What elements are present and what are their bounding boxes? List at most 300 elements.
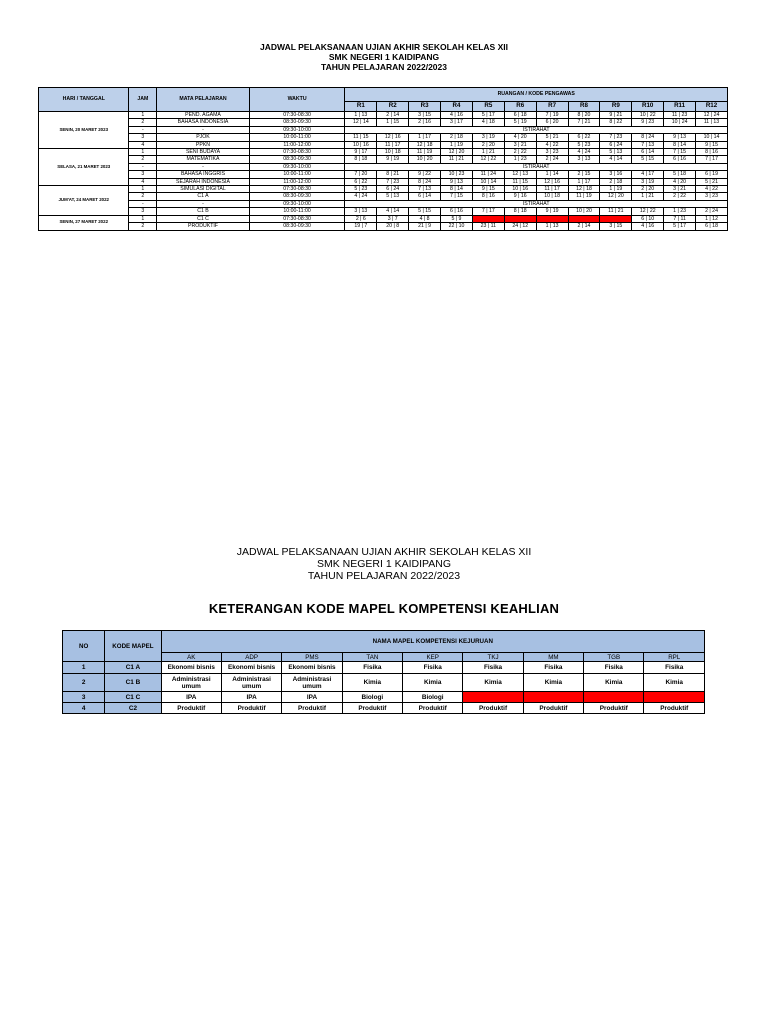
- supervisor-cell: 22 | 10: [441, 223, 473, 230]
- mapel-cell: Kimia: [584, 674, 644, 692]
- jam-cell: 2: [129, 156, 157, 163]
- program-header-tan: TAN: [342, 653, 402, 662]
- supervisor-cell: 1 | 14: [536, 171, 568, 178]
- jam-cell: 1: [129, 215, 157, 222]
- room-header-r5: R5: [472, 102, 504, 112]
- supervisor-cell: 1 | 23: [664, 208, 696, 215]
- supervisor-cell: 11 | 17: [536, 186, 568, 193]
- table-row: [39, 156, 728, 163]
- supervisor-cell: 4 | 14: [600, 156, 632, 163]
- subject-cell: PRODUKTIF: [157, 223, 250, 230]
- supervisor-cell: 9 | 23: [632, 119, 664, 126]
- supervisor-cell: 3 | 21: [504, 141, 536, 148]
- schedule-title-line-1: JADWAL PELAKSANAAN UJIAN AKHIR SEKOLAH KELAS XII: [260, 42, 508, 52]
- supervisor-cell: 10 | 20: [568, 208, 600, 215]
- program-header-mm: MM: [523, 653, 583, 662]
- program-header-tgb: TGB: [584, 653, 644, 662]
- supervisor-cell: 7 | 15: [441, 193, 473, 200]
- supervisor-cell: 23 | 11: [472, 223, 504, 230]
- subject-cell: PPKN: [157, 141, 250, 148]
- jam-cell: 1: [129, 186, 157, 193]
- supervisor-cell: 11 | 15: [504, 178, 536, 185]
- time-cell: 07:30-08:30: [249, 112, 345, 119]
- supervisor-cell: 3 | 19: [472, 134, 504, 141]
- subject-cell: C1 B: [157, 208, 250, 215]
- mapel-cell: Produktif: [403, 703, 463, 714]
- supervisor-cell: 5 | 9: [441, 215, 473, 222]
- supervisor-cell: [472, 215, 504, 222]
- mapel-cell: Kimia: [644, 674, 705, 692]
- mapel-cell: Produktif: [282, 703, 342, 714]
- supervisor-cell: 3 | 13: [345, 208, 377, 215]
- program-header-tkj: TKJ: [463, 653, 523, 662]
- supervisor-cell: 4 | 8: [409, 215, 441, 222]
- jam-cell: 2: [129, 119, 157, 126]
- mapel-cell: Produktif: [584, 703, 644, 714]
- table-row: [39, 112, 728, 119]
- supervisor-cell: 10 | 24: [664, 119, 696, 126]
- supervisor-cell: 1 | 21: [632, 193, 664, 200]
- supervisor-cell: 3 | 21: [664, 186, 696, 193]
- supervisor-cell: 5 | 13: [600, 149, 632, 156]
- jam-cell: 2: [129, 223, 157, 230]
- mapel-cell: Produktif: [342, 703, 402, 714]
- mapel-cell: Biologi: [342, 692, 402, 703]
- supervisor-cell: 7 | 15: [664, 149, 696, 156]
- mapel-cell: Fisika: [523, 662, 583, 674]
- time-cell: 08:30-09:30: [249, 156, 345, 163]
- mapel-cell: Administrasi umum: [282, 674, 342, 692]
- supervisor-cell: 6 | 14: [632, 149, 664, 156]
- schedule-body: [39, 112, 728, 231]
- supervisor-cell: 9 | 19: [377, 156, 409, 163]
- supervisor-cell: 11 | 24: [472, 171, 504, 178]
- supervisor-cell: 4 | 16: [441, 112, 473, 119]
- table-row: [39, 215, 728, 222]
- day-cell: JUM'AT, 24 MARET 2022: [39, 186, 129, 216]
- supervisor-cell: [568, 215, 600, 222]
- program-header-kep: KEP: [403, 653, 463, 662]
- supervisor-cell: 12 | 20: [600, 193, 632, 200]
- supervisor-cell: 8 | 24: [409, 178, 441, 185]
- mapel-cell: [644, 692, 705, 703]
- kode-cell: C1 A: [105, 662, 161, 674]
- supervisor-cell: 6 | 24: [377, 186, 409, 193]
- mapel-cell: Administrasi umum: [161, 674, 221, 692]
- break-cell: ISTIRAHAT: [345, 126, 728, 133]
- supervisor-cell: 9 | 22: [409, 171, 441, 178]
- keterangan-title-line-1: JADWAL PELAKSANAAN UJIAN AKHIR SEKOLAH KELAS XII: [236, 546, 532, 558]
- supervisor-cell: [600, 215, 632, 222]
- supervisor-cell: 10 | 22: [632, 112, 664, 119]
- mapel-cell: Fisika: [342, 662, 402, 674]
- supervisor-cell: 10 | 18: [536, 193, 568, 200]
- subject-cell: C1 C: [157, 215, 250, 222]
- supervisor-cell: 6 | 18: [696, 223, 728, 230]
- header-time: WAKTU: [249, 88, 345, 112]
- room-header-r2: R2: [377, 102, 409, 112]
- mapel-cell: IPA: [161, 692, 221, 703]
- no-cell: 1: [63, 662, 105, 674]
- supervisor-cell: 7 | 20: [345, 171, 377, 178]
- room-header-r1: R1: [345, 102, 377, 112]
- supervisor-cell: 3 | 15: [409, 112, 441, 119]
- supervisor-cell: 9 | 19: [536, 208, 568, 215]
- time-cell: 07:30-08:30: [249, 186, 345, 193]
- time-cell: 09:30-10:00: [249, 163, 345, 170]
- supervisor-cell: 4 | 16: [632, 223, 664, 230]
- supervisor-cell: 2 | 6: [345, 215, 377, 222]
- supervisor-cell: 9 | 15: [696, 141, 728, 148]
- supervisor-cell: 4 | 20: [504, 134, 536, 141]
- mapel-cell: Fisika: [644, 662, 705, 674]
- jam-cell: 3: [129, 134, 157, 141]
- supervisor-cell: 4 | 24: [345, 193, 377, 200]
- supervisor-cell: 8 | 14: [664, 141, 696, 148]
- table-row: [39, 119, 728, 126]
- table-row: [39, 223, 728, 230]
- mapel-cell: Produktif: [463, 703, 523, 714]
- room-header-r3: R3: [409, 102, 441, 112]
- supervisor-cell: 12 | 18: [568, 186, 600, 193]
- table-row: [39, 163, 728, 170]
- room-header-r12: R12: [696, 102, 728, 112]
- room-header-r9: R9: [600, 102, 632, 112]
- subject-cell: MATEMATIKA: [157, 156, 250, 163]
- supervisor-cell: 1 | 13: [536, 223, 568, 230]
- schedule-title: [0, 42, 768, 72]
- supervisor-cell: 6 | 16: [441, 208, 473, 215]
- schedule-title-line-2: SMK NEGERI 1 KAIDIPANG: [328, 52, 440, 62]
- supervisor-cell: 3 | 16: [600, 171, 632, 178]
- time-cell: 08:30-09:30: [249, 193, 345, 200]
- supervisor-cell: 6 | 22: [345, 178, 377, 185]
- jam-cell: 4: [129, 178, 157, 185]
- supervisor-cell: 1 | 12: [696, 215, 728, 222]
- supervisor-cell: 10 | 18: [377, 149, 409, 156]
- mapel-cell: Ekonomi bisnis: [161, 662, 221, 674]
- table-row: [39, 134, 728, 141]
- exam-schedule-table: [38, 87, 728, 231]
- header-day: HARI / TANGGAL: [39, 88, 129, 112]
- mapel-cell: IPA: [282, 692, 342, 703]
- mapel-cell: Produktif: [523, 703, 583, 714]
- time-cell: 07:30-08:30: [249, 215, 345, 222]
- supervisor-cell: 4 | 18: [472, 119, 504, 126]
- table-row: [39, 193, 728, 200]
- mapel-cell: Biologi: [403, 692, 463, 703]
- mapel-cell: [463, 692, 523, 703]
- supervisor-cell: 9 | 17: [345, 149, 377, 156]
- kode-body: [63, 662, 705, 714]
- program-header-adp: ADP: [221, 653, 281, 662]
- subject-cell: PJOK: [157, 134, 250, 141]
- supervisor-cell: 11 | 17: [377, 141, 409, 148]
- supervisor-cell: 2 | 15: [568, 171, 600, 178]
- supervisor-cell: 12 | 16: [377, 134, 409, 141]
- subject-cell: SENI BUDAYA: [157, 149, 250, 156]
- supervisor-cell: 3 | 13: [568, 156, 600, 163]
- supervisor-cell: 9 | 13: [664, 134, 696, 141]
- supervisor-cell: 11 | 19: [409, 149, 441, 156]
- keterangan-subtitle: KETERANGAN KODE MAPEL KOMPETENSI KEAHLIAN: [208, 601, 560, 616]
- supervisor-cell: 4 | 22: [536, 141, 568, 148]
- supervisor-cell: 20 | 8: [377, 223, 409, 230]
- supervisor-cell: 7 | 23: [377, 178, 409, 185]
- table-row: [39, 141, 728, 148]
- mapel-cell: [584, 692, 644, 703]
- day-cell: SENIN, 27 MARET 2022: [39, 215, 129, 230]
- break-cell: ISTIRAHAT: [345, 163, 728, 170]
- room-header-r8: R8: [568, 102, 600, 112]
- time-cell: 08:30-09:30: [249, 223, 345, 230]
- supervisor-cell: 2 | 16: [409, 119, 441, 126]
- mapel-cell: Produktif: [644, 703, 705, 714]
- supervisor-cell: 5 | 15: [409, 208, 441, 215]
- supervisor-cell: 2 | 22: [664, 193, 696, 200]
- no-cell: 4: [63, 703, 105, 714]
- mapel-cell: Fisika: [584, 662, 644, 674]
- supervisor-cell: 8 | 14: [441, 186, 473, 193]
- supervisor-cell: 11 | 13: [696, 119, 728, 126]
- supervisor-cell: 7 | 11: [664, 215, 696, 222]
- header-subject: MATA PELAJARAN: [157, 88, 250, 112]
- supervisor-cell: 6 | 20: [536, 119, 568, 126]
- supervisor-cell: 6 | 22: [568, 134, 600, 141]
- supervisor-cell: 12 | 16: [536, 178, 568, 185]
- table-row: [63, 703, 705, 714]
- supervisor-cell: 19 | 7: [345, 223, 377, 230]
- table-row: [63, 692, 705, 703]
- jam-cell: -: [129, 200, 157, 207]
- day-cell: SENIN, 20 MARET 2023: [39, 112, 129, 149]
- mapel-cell: Ekonomi bisnis: [282, 662, 342, 674]
- supervisor-cell: 5 | 23: [345, 186, 377, 193]
- supervisor-cell: 2 | 18: [441, 134, 473, 141]
- supervisor-cell: 10 | 20: [409, 156, 441, 163]
- subject-cell: C1 A: [157, 193, 250, 200]
- mapel-cell: Produktif: [221, 703, 281, 714]
- supervisor-cell: 5 | 17: [664, 223, 696, 230]
- kode-mapel-table: [62, 630, 705, 714]
- mapel-cell: Ekonomi bisnis: [221, 662, 281, 674]
- supervisor-cell: 7 | 21: [568, 119, 600, 126]
- supervisor-cell: 7 | 23: [600, 134, 632, 141]
- subject-cell: -: [157, 200, 250, 207]
- keterangan-title-line-2: SMK NEGERI 1 KAIDIPANG: [316, 558, 451, 570]
- supervisor-cell: 2 | 18: [600, 178, 632, 185]
- subject-cell: SIMULASI DIGITAL: [157, 186, 250, 193]
- supervisor-cell: 3 | 7: [377, 215, 409, 222]
- supervisor-cell: [504, 215, 536, 222]
- subject-cell: PEND. AGAMA: [157, 112, 250, 119]
- supervisor-cell: 2 | 24: [696, 208, 728, 215]
- supervisor-cell: 4 | 24: [568, 149, 600, 156]
- supervisor-cell: 2 | 20: [632, 186, 664, 193]
- room-header-r7: R7: [536, 102, 568, 112]
- table-row: [39, 186, 728, 193]
- subject-cell: SEJARAH INDONESIA: [157, 178, 250, 185]
- header-kode-mapel: KODE MAPEL: [105, 631, 161, 662]
- room-header-r6: R6: [504, 102, 536, 112]
- supervisor-cell: 3 | 17: [441, 119, 473, 126]
- supervisor-cell: 1 | 19: [600, 186, 632, 193]
- kode-cell: C2: [105, 703, 161, 714]
- subject-cell: BAHASA INGGRIS: [157, 171, 250, 178]
- supervisor-cell: 9 | 16: [504, 193, 536, 200]
- mapel-cell: Kimia: [463, 674, 523, 692]
- supervisor-cell: 11 | 21: [441, 156, 473, 163]
- no-cell: 2: [63, 674, 105, 692]
- jam-cell: 1: [129, 112, 157, 119]
- table-row: [39, 126, 728, 133]
- supervisor-cell: 6 | 24: [600, 141, 632, 148]
- supervisor-cell: 7 | 19: [536, 112, 568, 119]
- supervisor-cell: 4 | 20: [664, 178, 696, 185]
- supervisor-cell: 8 | 18: [504, 208, 536, 215]
- jam-cell: -: [129, 126, 157, 133]
- keterangan-title-line-3: TAHUN PELAJARAN 2022/2023: [307, 570, 461, 582]
- schedule-title-line-3: TAHUN PELAJARAN 2022/2023: [321, 62, 447, 72]
- supervisor-cell: 6 | 18: [504, 112, 536, 119]
- supervisor-cell: 7 | 17: [696, 156, 728, 163]
- supervisor-cell: 5 | 15: [632, 156, 664, 163]
- supervisor-cell: 1 | 21: [472, 149, 504, 156]
- supervisor-cell: 7 | 13: [632, 141, 664, 148]
- supervisor-cell: 9 | 15: [472, 186, 504, 193]
- table-row: [39, 149, 728, 156]
- table-row: [39, 200, 728, 207]
- break-cell: ISTIRAHAT: [345, 200, 728, 207]
- supervisor-cell: [536, 215, 568, 222]
- supervisor-cell: 11 | 19: [568, 193, 600, 200]
- supervisor-cell: 12 | 20: [441, 149, 473, 156]
- supervisor-cell: 2 | 24: [536, 156, 568, 163]
- program-header-pms: PMS: [282, 653, 342, 662]
- time-cell: 11:00-12:00: [249, 141, 345, 148]
- supervisor-cell: 11 | 23: [664, 112, 696, 119]
- no-cell: 3: [63, 692, 105, 703]
- program-header-ak: AK: [161, 653, 221, 662]
- jam-cell: -: [129, 163, 157, 170]
- keterangan-title: [0, 546, 768, 582]
- supervisor-cell: 9 | 21: [600, 112, 632, 119]
- supervisor-cell: 4 | 22: [696, 186, 728, 193]
- time-cell: 09:30-10:00: [249, 126, 345, 133]
- supervisor-cell: 12 | 24: [696, 112, 728, 119]
- subject-cell: BAHASA INDONESIA: [157, 119, 250, 126]
- supervisor-cell: 12 | 22: [632, 208, 664, 215]
- subject-cell: -: [157, 126, 250, 133]
- mapel-cell: Kimia: [342, 674, 402, 692]
- mapel-cell: Kimia: [403, 674, 463, 692]
- supervisor-cell: 10 | 23: [441, 171, 473, 178]
- mapel-cell: Produktif: [161, 703, 221, 714]
- supervisor-cell: 10 | 14: [472, 178, 504, 185]
- table-row: [39, 208, 728, 215]
- supervisor-cell: 3 | 23: [696, 193, 728, 200]
- supervisor-cell: 3 | 19: [632, 178, 664, 185]
- supervisor-cell: 8 | 16: [696, 149, 728, 156]
- time-cell: 10:00-11:00: [249, 171, 345, 178]
- supervisor-cell: 1 | 17: [568, 178, 600, 185]
- time-cell: 07:30-08:30: [249, 149, 345, 156]
- supervisor-cell: 7 | 13: [409, 186, 441, 193]
- jam-cell: 1: [129, 149, 157, 156]
- supervisor-cell: 1 | 17: [409, 134, 441, 141]
- table-row: [63, 674, 705, 692]
- time-cell: 08:30-09:30: [249, 119, 345, 126]
- table-row: [39, 171, 728, 178]
- supervisor-cell: 5 | 13: [377, 193, 409, 200]
- supervisor-cell: 2 | 14: [377, 112, 409, 119]
- kode-cell: C1 B: [105, 674, 161, 692]
- time-cell: 11:00-12:00: [249, 178, 345, 185]
- table-row: [39, 178, 728, 185]
- mapel-cell: Kimia: [523, 674, 583, 692]
- header-nama-mapel-group: NAMA MAPEL KOMPETENSI KEJURUAN: [161, 631, 704, 653]
- supervisor-cell: 12 | 22: [472, 156, 504, 163]
- supervisor-cell: 10 | 14: [696, 134, 728, 141]
- jam-cell: 4: [129, 141, 157, 148]
- time-cell: 10:00-11:00: [249, 208, 345, 215]
- mapel-cell: IPA: [221, 692, 281, 703]
- kode-cell: C1 C: [105, 692, 161, 703]
- header-jam: JAM: [129, 88, 157, 112]
- mapel-cell: [523, 692, 583, 703]
- supervisor-cell: 1 | 19: [441, 141, 473, 148]
- supervisor-cell: 5 | 23: [568, 141, 600, 148]
- supervisor-cell: 4 | 14: [377, 208, 409, 215]
- supervisor-cell: 1 | 13: [345, 112, 377, 119]
- supervisor-cell: 5 | 21: [536, 134, 568, 141]
- supervisor-cell: 3 | 15: [600, 223, 632, 230]
- header-no: NO: [63, 631, 105, 662]
- room-header-r11: R11: [664, 102, 696, 112]
- supervisor-cell: 12 | 18: [409, 141, 441, 148]
- supervisor-cell: 5 | 19: [504, 119, 536, 126]
- supervisor-cell: 7 | 17: [472, 208, 504, 215]
- supervisor-cell: 21 | 9: [409, 223, 441, 230]
- supervisor-cell: 6 | 16: [664, 156, 696, 163]
- mapel-cell: Administrasi umum: [221, 674, 281, 692]
- supervisor-cell: 2 | 14: [568, 223, 600, 230]
- subject-cell: -: [157, 163, 250, 170]
- supervisor-cell: 8 | 22: [600, 119, 632, 126]
- room-header-r10: R10: [632, 102, 664, 112]
- supervisor-cell: 5 | 18: [664, 171, 696, 178]
- program-header-rpl: RPL: [644, 653, 705, 662]
- supervisor-cell: 1 | 23: [504, 156, 536, 163]
- time-cell: 10:00-11:00: [249, 134, 345, 141]
- mapel-cell: Fisika: [403, 662, 463, 674]
- mapel-cell: Fisika: [463, 662, 523, 674]
- supervisor-cell: 11 | 21: [600, 208, 632, 215]
- supervisor-cell: 4 | 17: [632, 171, 664, 178]
- supervisor-cell: 5 | 17: [472, 112, 504, 119]
- supervisor-cell: 8 | 18: [345, 156, 377, 163]
- jam-cell: 3: [129, 171, 157, 178]
- supervisor-cell: 6 | 19: [696, 171, 728, 178]
- supervisor-cell: 2 | 20: [472, 141, 504, 148]
- supervisor-cell: 10 | 16: [504, 186, 536, 193]
- supervisor-cell: 5 | 21: [696, 178, 728, 185]
- jam-cell: 2: [129, 193, 157, 200]
- supervisor-cell: 2 | 22: [504, 149, 536, 156]
- room-header-r4: R4: [441, 102, 473, 112]
- day-cell: SELASA, 21 MARET 2023: [39, 149, 129, 186]
- supervisor-cell: 9 | 13: [441, 178, 473, 185]
